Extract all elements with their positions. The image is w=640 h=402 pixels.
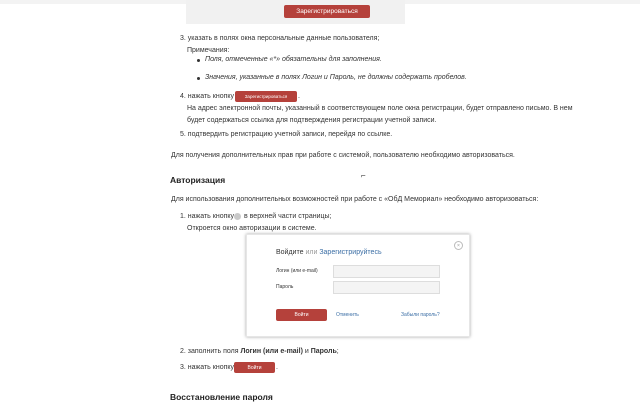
auth-step2-prefix: 2. заполнить поля bbox=[180, 348, 241, 355]
forgot-password-link[interactable]: Забыли пароль? bbox=[401, 312, 440, 318]
login-label: Логин (или e-mail) bbox=[276, 268, 318, 274]
step3-text: 3. указать в полях окна персональные данные пользователя; bbox=[180, 35, 380, 42]
step5-text: 5. подтвердить регистрацию учетной записи, перейдя по ссылке. bbox=[180, 131, 393, 138]
note1-bullet bbox=[197, 59, 200, 62]
cursor-icon: ⌐ bbox=[361, 171, 366, 180]
auth-step1-prefix: 1. нажать кнопку bbox=[180, 213, 235, 220]
dialog-title-prefix: Войдите bbox=[276, 249, 304, 256]
login-input[interactable] bbox=[333, 265, 440, 278]
login-submit-button[interactable]: Войти bbox=[276, 309, 327, 321]
notes-title: Примечания: bbox=[187, 47, 230, 54]
dialog-register-link[interactable]: Зарегистрируйтесь bbox=[319, 249, 382, 256]
rights-paragraph: Для получения дополнительных прав при работе с системой, пользователю необходимо авторизоваться. bbox=[171, 152, 515, 159]
login-button-inline[interactable]: Войти bbox=[234, 362, 275, 373]
auth-step3-suffix: . bbox=[276, 364, 278, 371]
auth-intro: Для использования дополнительных возможностей при работе с «ОбД Мемориал» необходимо авторизоваться: bbox=[171, 196, 539, 203]
user-icon bbox=[234, 213, 241, 220]
cancel-link[interactable]: Отменить bbox=[336, 312, 359, 318]
step4-line2: На адрес электронной почты, указанный в соответствующем поле окна регистрации, будет отправлено письмо. В нем bbox=[187, 105, 573, 112]
recovery-heading: Восстановление пароля bbox=[170, 392, 273, 402]
auth-step3-prefix: 3. нажать кнопку bbox=[180, 364, 235, 371]
step4-prefix: 4. нажать кнопку bbox=[180, 93, 235, 100]
step4-suffix: . bbox=[298, 93, 300, 100]
register-button-top[interactable]: Зарегистрироваться bbox=[284, 5, 370, 18]
auth-step2-login: Логин (или e-mail) bbox=[240, 348, 303, 355]
auth-step1-line2: Откроется окно авторизации в системе. bbox=[187, 225, 317, 232]
close-icon[interactable]: × bbox=[454, 241, 463, 250]
note2-text: Значения, указанные в полях Логин и Пароль, не должны содержать пробелов. bbox=[205, 74, 467, 81]
register-button-inline[interactable]: Зарегистрироваться bbox=[235, 91, 297, 102]
auth-step2-mid: и bbox=[302, 348, 311, 355]
password-label: Пароль bbox=[276, 284, 294, 290]
password-input[interactable] bbox=[333, 281, 440, 294]
dialog-title bbox=[276, 249, 382, 256]
auth-step2-password: Пароль bbox=[310, 348, 337, 355]
dialog-title-or: или bbox=[305, 249, 318, 256]
note2-bullet bbox=[197, 77, 200, 80]
top-panel-left bbox=[186, 0, 250, 24]
login-dialog bbox=[246, 234, 470, 337]
auth-step2-end: ; bbox=[336, 348, 339, 355]
auth-step2 bbox=[180, 346, 339, 357]
step4-line3: будет содержаться ссылка для подтверждения регистрации учетной записи. bbox=[187, 117, 437, 124]
auth-step1-suffix: в верхней части страницы; bbox=[244, 213, 332, 220]
note1-text: Поля, отмеченные «*» обязательны для заполнения. bbox=[205, 56, 382, 63]
auth-heading: Авторизация bbox=[170, 175, 226, 185]
